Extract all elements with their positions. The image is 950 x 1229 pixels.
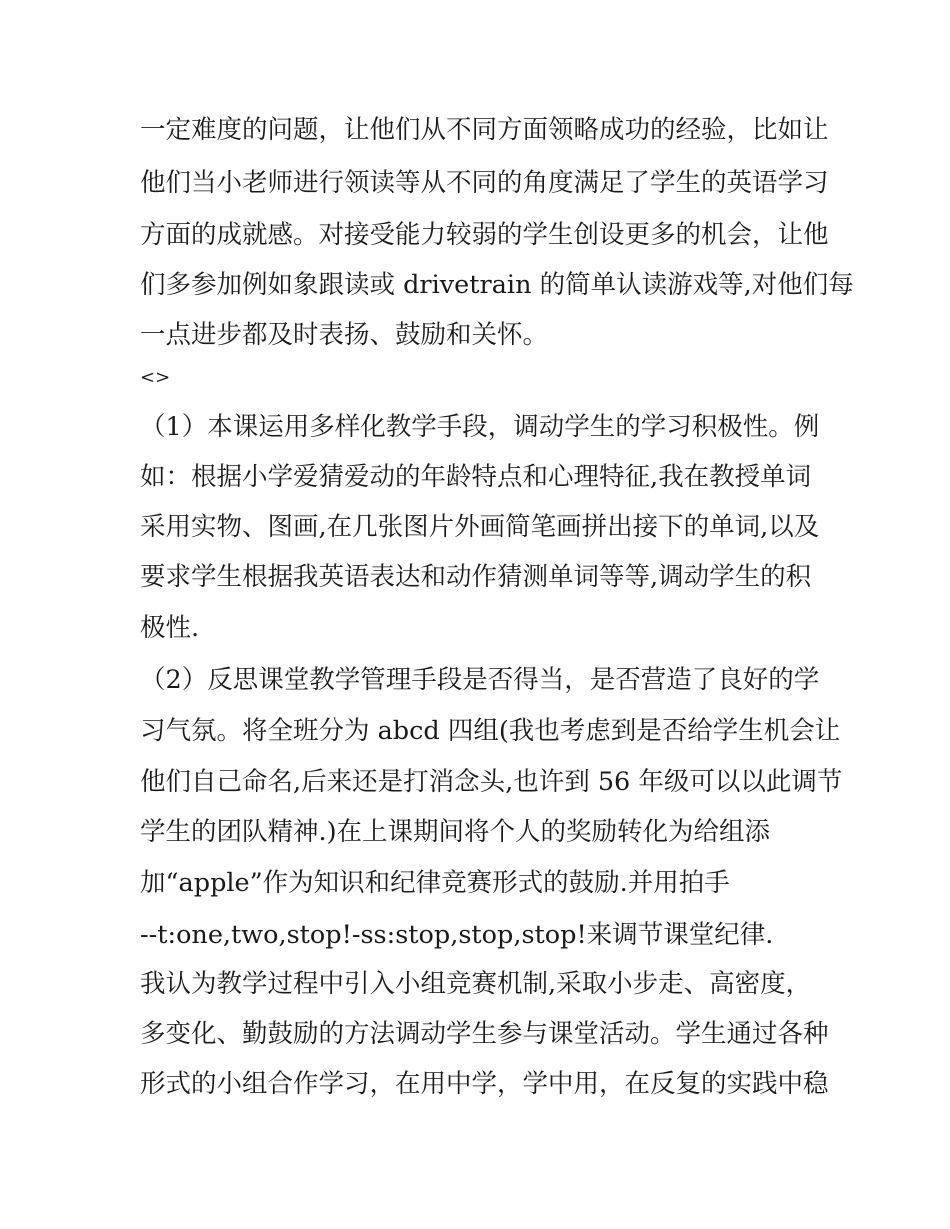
text-line: 一点进步都及时表扬、鼓励和关怀。 <box>140 320 549 350</box>
text-line: 形式的小组合作学习，在用中学，学中用，在反复的实践中稳 <box>140 1069 829 1099</box>
text-line: 们多参加例如象跟读或 drivetrain 的简单认读游戏等,对他们每 <box>140 270 854 300</box>
text-line: <> <box>140 367 171 388</box>
text-line: 学生的团队精神.)在上课期间将个人的奖励转化为给组添 <box>140 817 771 847</box>
text-line: 一定难度的问题，让他们从不同方面领略成功的经验，比如让 <box>140 115 829 145</box>
text-line: （1）本课运用多样化教学手段，调动学生的学习积极性。例 <box>140 412 820 442</box>
text-line: 方面的成就感。对接受能力较弱的学生创设更多的机会，让他 <box>140 220 829 250</box>
text-line: 加“apple”作为知识和纪律竞赛形式的鼓励.并用拍手 <box>140 868 730 898</box>
text-line: 采用实物、图画,在几张图片外画简笔画拼出接下的单词,以及 <box>140 512 820 542</box>
text-line: 要求学生根据我英语表达和动作猜测单词等等,调动学生的积 <box>140 562 812 592</box>
text-line: 他们当小老师进行领读等从不同的角度满足了学生的英语学习 <box>140 168 829 198</box>
text-line: --t:one,two,stop!-ss:stop,stop,stop!来调节课堂纪律. <box>140 920 774 950</box>
text-line: 习气氛。将全班分为 abcd 四组(我也考虑到是否给学生机会让 <box>140 716 841 746</box>
text-line: 他们自己命名,后来还是打消念头,也许到 56 年级可以以此调节 <box>140 767 843 797</box>
text-line: （2）反思课堂教学管理手段是否得当，是否营造了良好的学 <box>140 665 820 695</box>
text-line: 极性. <box>140 613 200 643</box>
text-line: 多变化、勤鼓励的方法调动学生参与课堂活动。学生通过各种 <box>140 1019 829 1049</box>
text-line: 我认为教学过程中引入小组竞赛机制,采取小步走、高密度， <box>140 969 812 999</box>
text-line: 如：根据小学爱猜爱动的年龄特点和心理特征,我在教授单词 <box>140 462 812 492</box>
